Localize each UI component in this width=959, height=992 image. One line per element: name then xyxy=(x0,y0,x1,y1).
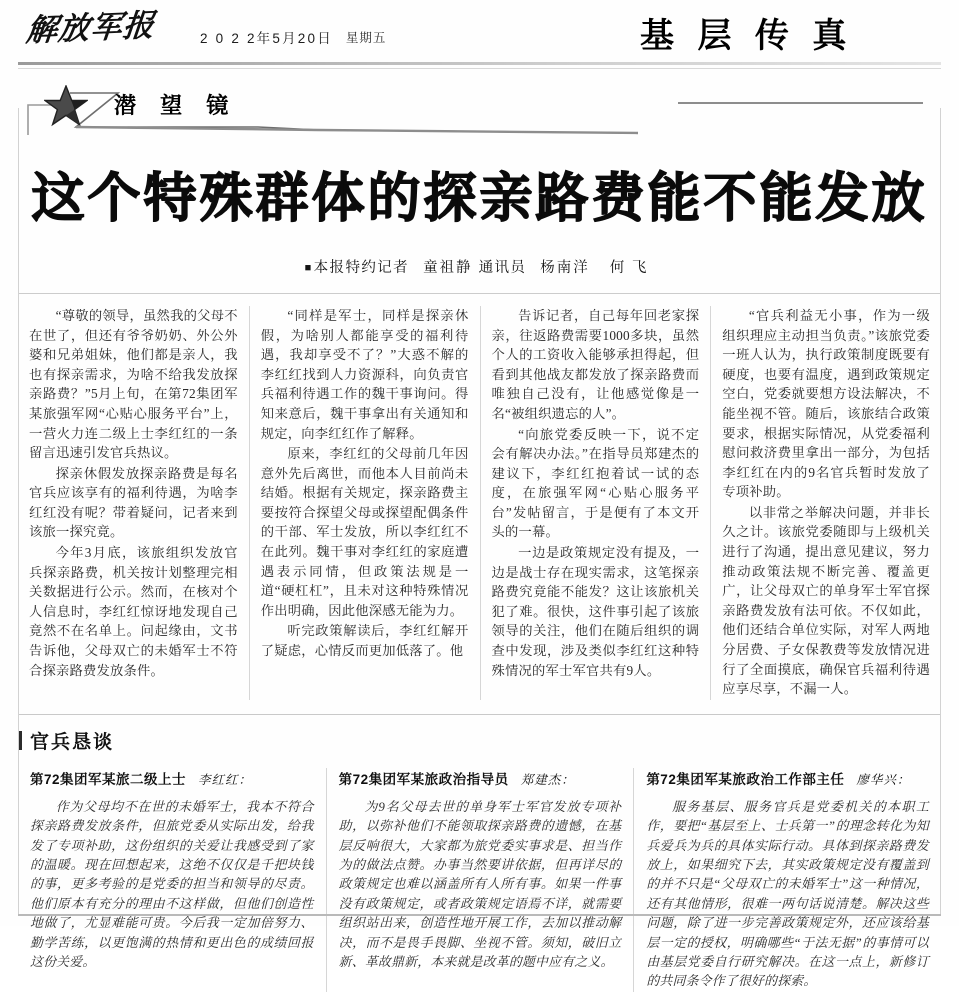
newspaper-logo-text: 解放军报 xyxy=(24,7,157,49)
byline-marker: ■ xyxy=(304,261,313,274)
star-icon xyxy=(44,85,88,127)
issue-weekday: 星期五 xyxy=(345,31,387,45)
talk-entry-text: 服务基层、服务官兵是党委机关的本职工作，要把“基层至上、士兵第一”的理念转化为知兵爱兵为兵的具体实际行动。具体到探亲路费发放上，如果细究下去，其实政策规定没有覆盖到的并不只是“父母双亡的未婚军士”这一种情况，还有其他情形，很难一两句话说清楚。解决这些问题，除了进一步完善政策规定外，还应该给基层一定的授权，明确哪些“于法无据”的事情可以由基层党委自行研究解决。在这一点上，新修订的共同条令作了很好的探索。 xyxy=(646,799,929,989)
paragraph: “向旅党委反映一下，说不定会有解决办法。”在指导员郑建杰的建议下，李红红抱着试一试的态度，在旅强军网“心贴心服务平台”发帖留言，于是便有了本文开头的一幕。 xyxy=(491,426,700,540)
article-column-3 xyxy=(480,306,711,700)
column-header-title: 潜 望 镜 xyxy=(114,93,238,118)
talk-entry-unit: 第72集团军某旅二级上士 xyxy=(30,771,187,787)
byline-name-correspondent-1: 杨南洋 xyxy=(540,259,590,276)
newspaper-logo[interactable] xyxy=(24,8,174,54)
byline-name-reporter: 童祖静 xyxy=(423,259,473,276)
paragraph: 一边是政策规定没有提及，一边是战士存在现实需求，这笔探亲路费究竟能不能发？这让该旅机关犯了难。很快，这件事引起了该旅领导的关注，他们在随后组织的调查中发现，涉及类似李红红这种特殊情况的军士军官共有9人。 xyxy=(491,545,700,678)
paragraph: 原来，李红红的父母前几年因意外先后离世，而他本人目前尚未结婚。根据有关规定，探亲路费主要按符合探望父母或探望配偶条件的干部、军士发放，所以李红红不在此列。魏干事对李红红的家庭遭遇表示同情，但政策法规是一道“硬杠杠”，且未对这种特殊情况作出明确，因此他深感无能为力。 xyxy=(260,446,469,618)
talk-entry-speaker: 李红红： xyxy=(198,772,253,787)
talk-entry-heading xyxy=(646,768,929,788)
talk-entry-heading xyxy=(339,768,622,788)
paragraph: “官兵利益无小事，作为一级组织理应主动担当负责。”该旅党委一班人认为，执行政策制度既要有硬度，也要有温度，遇到政策规定空白，党委就要想方设法解决，不能坐视不管。随后，该旅结合政策要求，根据实际情况，从党委福利慰问救济费里拿出一部分，为包括李红红在内的9名官兵暂时发放了专项补助。 xyxy=(722,307,930,500)
byline-role-reporter: 本报特约记者 xyxy=(313,259,410,276)
paragraph: “尊敬的领导，虽然我的父母不在世了，但还有爷爷奶奶、外公外婆和兄弟姐妹，他们都是亲人，我也有探亲需求，为啥不给我发放探亲路费？”5月上旬，在第72集团军某旅强军网“心贴心服务平台”上，一营火力连二级上士李红红的一条留言迅速引发官兵热议。 xyxy=(29,307,238,461)
byline-name-correspondent-2: 何 飞 xyxy=(609,259,649,276)
talk-section-title: 官兵恳谈 xyxy=(30,731,115,753)
article-column-4 xyxy=(710,306,941,700)
talk-section-header xyxy=(18,727,959,754)
paragraph: 探亲休假发放探亲路费是每名官兵应该享有的福利待遇，为啥李红红没有呢？带着疑问，记者来到该旅一探究竟。 xyxy=(29,465,238,540)
byline-role-correspondent: 通讯员 xyxy=(478,259,527,276)
article-byline xyxy=(0,256,959,277)
column-header xyxy=(18,83,941,139)
talk-section-divider xyxy=(18,714,941,715)
article-column-1 xyxy=(18,306,249,700)
paragraph: 今年3月底，该旅组织发放官兵探亲路费，机关按计划整理完相关数据进行公示。然而，在核对个人信息时，李红红惊讶地发现自己竟然不在名单上。问起缘由，文书告诉他，父母双亡的未婚军士不符合探亲路费发放条件。 xyxy=(29,545,238,678)
article-column-2 xyxy=(249,306,480,700)
talk-entry-heading xyxy=(30,768,314,788)
talk-entry-1 xyxy=(18,768,326,992)
page-bottom-rule xyxy=(18,914,941,916)
masthead-rule-thin xyxy=(18,68,941,69)
talk-entry-unit: 第72集团军某旅政治工作部主任 xyxy=(646,771,845,787)
article-headline: 这个特殊群体的探亲路费能不能发放 xyxy=(31,169,928,228)
paragraph: 告诉记者，自己每年回老家探亲，往返路费需要1000多块，虽然个人的工资收入能够承担得起，但看到其他战友都发放了探亲路费而唯独自己没有，让他感觉像是一名“被组织遗忘的人”。 xyxy=(491,307,700,421)
talk-entry-text: 为9名父母去世的单身军士军官发放专项补助，以弥补他们不能领取探亲路费的遗憾，在基层反响很大，大家都为旅党委实事求是、担当作为的做法点赞。办事当然要讲依据，但再详尽的政策规定也难以涵盖所有人所有事。如果一件事没有政策规定，或者政策规定语焉不详，就需要组织站出来，创造性地开展工作，去加以推动解决，而不是畏手畏脚、坐视不管。须知，破旧立新、革故鼎新，本来就是改革的题中应有之义。 xyxy=(338,799,622,970)
talk-entry-3 xyxy=(633,768,941,992)
talk-entry-speaker: 郑建杰： xyxy=(520,772,575,787)
article-body xyxy=(18,293,941,700)
masthead-rule-thick xyxy=(18,62,941,65)
paragraph: 听完政策解读后，李红红解开了疑虑，心情反而更加低落了。他 xyxy=(260,623,469,659)
talk-columns xyxy=(18,768,941,992)
issue-date: 2 0 2 2年5月20日 xyxy=(200,31,333,46)
talk-entry-speaker: 廖华兴： xyxy=(856,772,911,787)
talk-entry-unit: 第72集团军某旅政治指导员 xyxy=(338,771,509,787)
paragraph: 以非常之举解决问题，并非长久之计。该旅党委随即与上级机关进行了沟通，提出意见建议，努力推动政策法规不断完善、覆盖更广，让父母双亡的单身军士军官探亲路费发放有法可依。不仅如此，他们还结合单位实际，对军人两地分居费、子女保教费等发放情况进行了全面摸底，确保官兵福利待遇应享尽享，不漏一人。 xyxy=(722,504,930,697)
masthead xyxy=(0,0,959,62)
talk-entry-text: 作为父母均不在世的未婚军士，我本不符合探亲路费发放条件，但旅党委从实际出发，给我发了专项补助，这份组织的关爱让我感受到了家的温暖。现在回想起来，这绝不仅仅是千把块钱的事，更多考验的是党委的担当和领导的尽责。他们原本有充分的理由不这样做，但他们创造性地做了，尤显难能可贵。今后我一定加倍努力、勤学苦练，以更饱满的热情和更出色的成绩回报这份关爱。 xyxy=(30,799,314,970)
section-title: 基 层 传 真 xyxy=(640,17,854,55)
paragraph: “同样是军士，同样是探亲休假，为啥别人都能享受的福利待遇，我却享受不了？”大惑不解的李红红找到人力资源科，向负责官兵福利待遇工作的魏干事询问。得知来意后，魏干事拿出有关通知和规定，向李红红作了解释。 xyxy=(260,307,469,441)
talk-entry-2 xyxy=(326,768,634,992)
